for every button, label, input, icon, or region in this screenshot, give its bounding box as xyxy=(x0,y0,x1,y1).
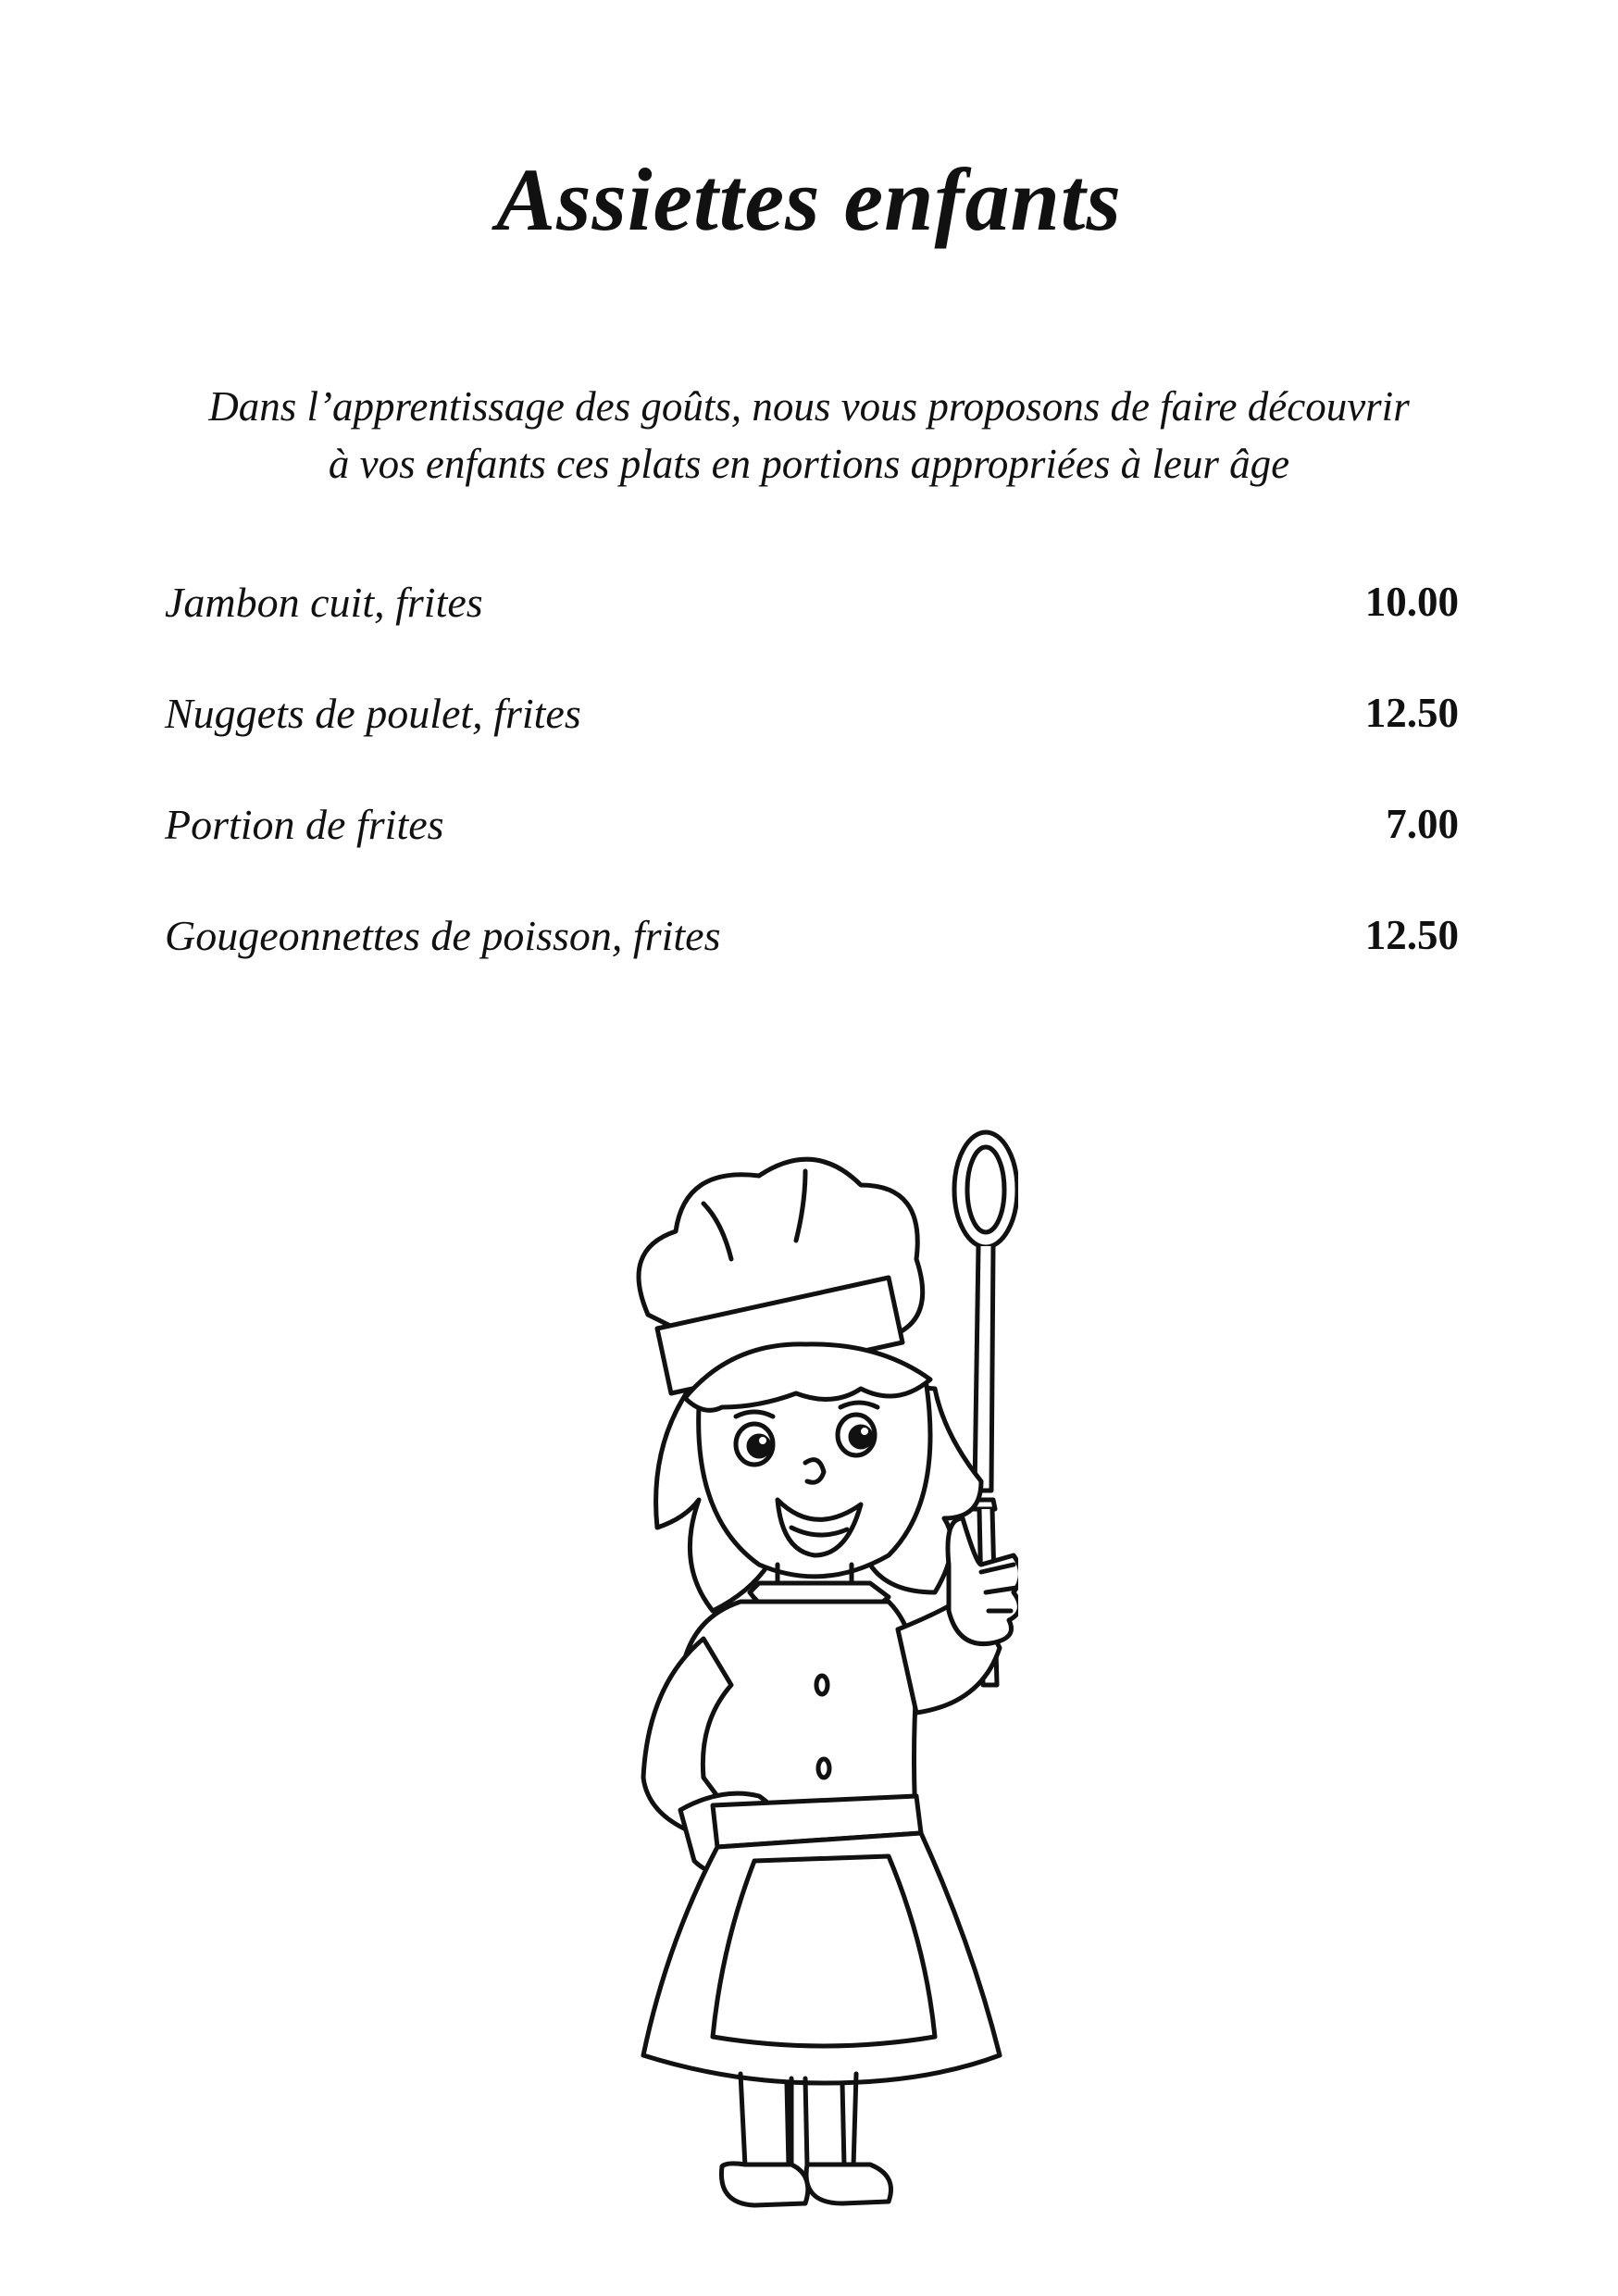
intro-line-2: à vos enfants ces plats en portions appropriées à leur âge xyxy=(328,441,1290,487)
intro-text xyxy=(0,378,1618,493)
menu-item-nuggets xyxy=(165,657,1459,768)
item-name: Jambon cuit, frites xyxy=(165,578,483,626)
intro-line-1: Dans l’apprentissage des goûts, nous vous proposons de faire découvrir xyxy=(208,383,1410,430)
item-price: 10.00 xyxy=(1364,579,1459,625)
menu-item-poisson xyxy=(165,880,1459,991)
item-price: 12.50 xyxy=(1364,690,1459,736)
item-name: Portion de frites xyxy=(165,800,444,848)
menu-item-frites xyxy=(165,768,1459,880)
item-price: 7.00 xyxy=(1386,801,1459,847)
girl-chef-holding-spoon-icon xyxy=(592,1129,1018,2213)
item-name: Nuggets de poulet, frites xyxy=(165,689,581,737)
item-name: Gougeonnettes de poisson, frites xyxy=(165,911,721,959)
menu-list xyxy=(165,546,1459,991)
item-price: 12.50 xyxy=(1364,912,1459,958)
page-title: Assiettes enfants xyxy=(496,150,1122,249)
menu-item-jambon xyxy=(165,546,1459,657)
